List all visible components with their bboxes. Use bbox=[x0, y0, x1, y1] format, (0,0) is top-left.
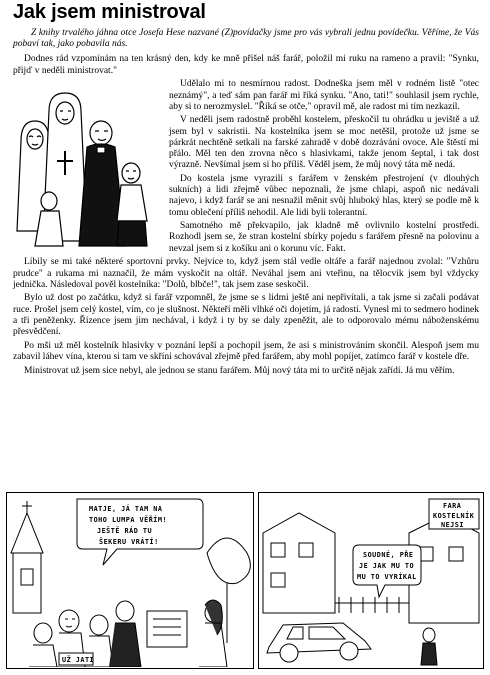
paragraph-7: Bylo už dost po začátku, když si farář vzpomněl, že jsme se s lidmi ještě ani nepřivítali, a tak jsme si začali podávat ruce. Prošel jsem celý kostel, vím, co je slušnost. Někteří měli vlhké oči dojetím, já radostí. Vynesl mi to sedmero hodinek a tři peněženky. Řízence jsem jim nechával, i když i ty by se daly zpeněžit, ale to odporovalo mému náboženskému přesvědčení. bbox=[13, 293, 479, 338]
clergy-illustration bbox=[13, 81, 161, 251]
paragraph-5: Samotného mě překvapilo, jak kladně mě ovlivnilo kostelní prostředí. Rozhodl jsem se, že stran kostelní sbírky pojedu s farářem přesně na polovinu a nevzal jsem si z košíku ani o korunu víc. Fakt. bbox=[169, 221, 479, 254]
comic-2-sign-line-2: KOSTELNÍK bbox=[433, 512, 475, 520]
comic-panel-2-drawing bbox=[259, 493, 482, 667]
comic-2-sign-line-3: NEJSI bbox=[441, 521, 464, 529]
paragraph-1: Dodnes rád vzpomínám na ten krásný den, kdy ke mně přišel náš farář, položil mi ruku na rameno a pravil: "Synku, přijď v neděli ministrovat." bbox=[13, 54, 479, 76]
comic-2-bubble-line-1: SOUDNÉ, PŘE bbox=[363, 551, 414, 559]
comic-2-sign-line-1: FARA bbox=[443, 502, 462, 510]
paragraph-9: Ministrovat už jsem sice nebyl, ale jednou se stanu farářem. Můj nový táta mi to určitě nějak zařídí. Já mu věřím. bbox=[24, 365, 455, 376]
comic-1-bubble-line-2: TOHO LUMPA VĚŘÍM! bbox=[89, 516, 168, 524]
comic-1-bubble-line-1: MATJE, JÁ TAM NA bbox=[89, 505, 163, 513]
paragraph-3: V neděli jsem radostně proběhl kostelem, přeskočil tu ohrádku u jeviště a už jsem byl v sakristii. Na kostelníka jsem se moc netěšil, protože už jsme se párkrát nechtěně setkali na farské zahradě v době dozrávání ovoce. Ale štěstí mi přálo. Měl ten den zrovna něco s hlasivkami, takže jenom šeptal, i tak dost výrazně. Nevšímal jsem si ho příliš. Věděl jsem, že můj nový táta mě nedá. bbox=[169, 115, 479, 171]
paragraph-2: Udělalo mi to nesmírnou radost. Dodneška jsem měl v rodném listě "otec neznámý", a teď sám pan farář mi říká synku. "Ano, tati!" souhlasil jsem rychle, aby si to nerozmyslel. "Říká se otče," opravil mě, ale radost mi tím nezkazil. bbox=[169, 79, 479, 112]
comic-strip bbox=[6, 492, 484, 669]
paragraph-8: Po mši už měl kostelník hlasivky v poznání lepší a pochopil jsem, že asi s ministrováním skončil. Alespoň jsem mu zabavil láhev vína, kterou si tam ve skříni schovával zřejmě před farářem, aby mohl popíjet, zatímco farář v kostele dře. bbox=[13, 340, 479, 362]
comic-1-bubble-line-4: ŠEKERU VRÁTÍ! bbox=[99, 538, 159, 546]
comic-1-bubble-line-3: JEŠTĚ RÁD TU bbox=[97, 527, 153, 535]
paragraph-6: Líbily se mi také některé sportovní prvky. Nejvíce to, když jsem stál vedle oltáře a farář najednou zvolal: "Vzhůru prudce" a rukama mi naznačil, že mám vyskočit na oltář. Neváhal jsem ani vteřinu, na tělocvik jsem byl vždycky jednička. Následoval pověl kostelníka: "Dolů, blbče!", tak jsem zase seskočil. bbox=[13, 257, 479, 290]
comic-2-bubble-line-3: MU TO VYRÍKAL bbox=[357, 573, 417, 581]
intro-paragraph: Z knihy trvalého jáhna otce Josefa Hese nazvané (Z)povídačky jsme pro vás vybrali jednu povídečku. Věříme, že Vás pobaví tak, jako pobavila nás. bbox=[13, 28, 479, 50]
comic-panel-1 bbox=[6, 492, 254, 669]
comic-panel-1-drawing bbox=[7, 493, 252, 667]
article-title: Jak jsem ministroval bbox=[13, 1, 206, 23]
comic-panel-2 bbox=[258, 492, 484, 669]
paragraph-4: Do kostela jsme vyrazili s farářem v ženském přestrojení (v dlouhých sukních) a lidi zřejmě vůbec nepoznali, že jsme chlapi, aspoň nic nedávali najevo, i když farář se ani nesnažil měnit svůj hluboký hlas, který se podle mě k tomu oblečení příliš nehodil. Ale lidi byli tolerantní. bbox=[169, 173, 479, 218]
comic-2-bubble-line-2: JE JAK MU TO bbox=[359, 562, 415, 570]
article-body bbox=[13, 28, 479, 379]
comic-1-sign: UŽ JATI bbox=[62, 656, 95, 664]
